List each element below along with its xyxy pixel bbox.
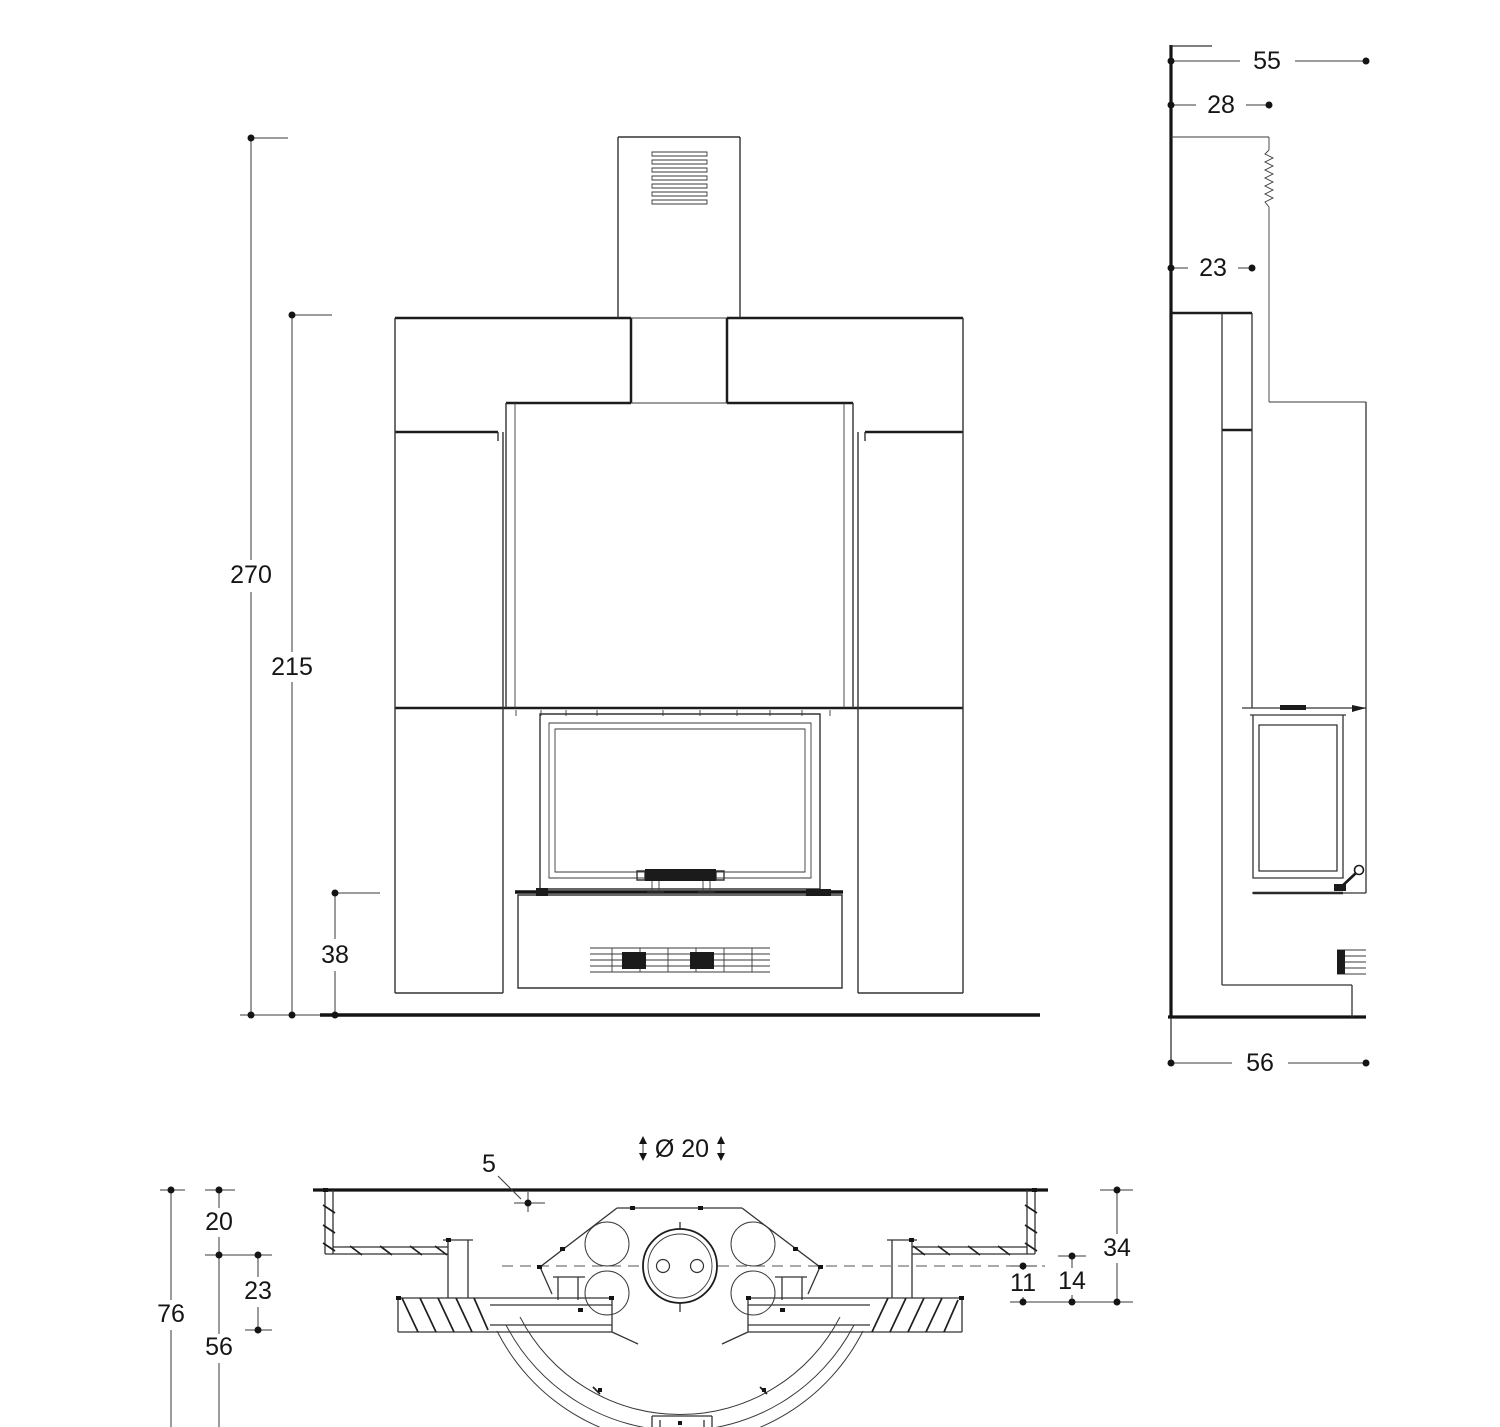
- dim-label-plan-left-76: 76: [157, 1300, 185, 1328]
- dim-label-plan-right-14: 14: [1058, 1267, 1086, 1295]
- dim-label-plan-left-56: 56: [205, 1333, 233, 1361]
- dim-label-plan-flue-diameter: Ø 20: [654, 1135, 710, 1163]
- dim-label-front-plinth-height: 38: [321, 941, 349, 969]
- side-handle-knob: [1355, 866, 1364, 875]
- dim-label-plan-left-20: 20: [205, 1208, 233, 1236]
- dim-label-plan-wall-gap: 5: [482, 1150, 496, 1178]
- dim-label-plan-right-11: 11: [1010, 1269, 1036, 1297]
- dim-label-plan-left-23: 23: [244, 1277, 272, 1305]
- dim-label-front-body-height: 215: [271, 653, 313, 681]
- dim-label-side-upper-depth: 23: [1199, 254, 1227, 282]
- dim-label-side-total-depth: 55: [1253, 47, 1281, 75]
- dim-label-front-total-height: 270: [230, 561, 272, 589]
- plan-flue-outer-circle: [643, 1229, 717, 1303]
- dim-label-side-flue-offset: 28: [1207, 91, 1235, 119]
- dim-label-side-base-depth: 56: [1246, 1049, 1274, 1077]
- dim-label-plan-right-34: 34: [1103, 1234, 1131, 1262]
